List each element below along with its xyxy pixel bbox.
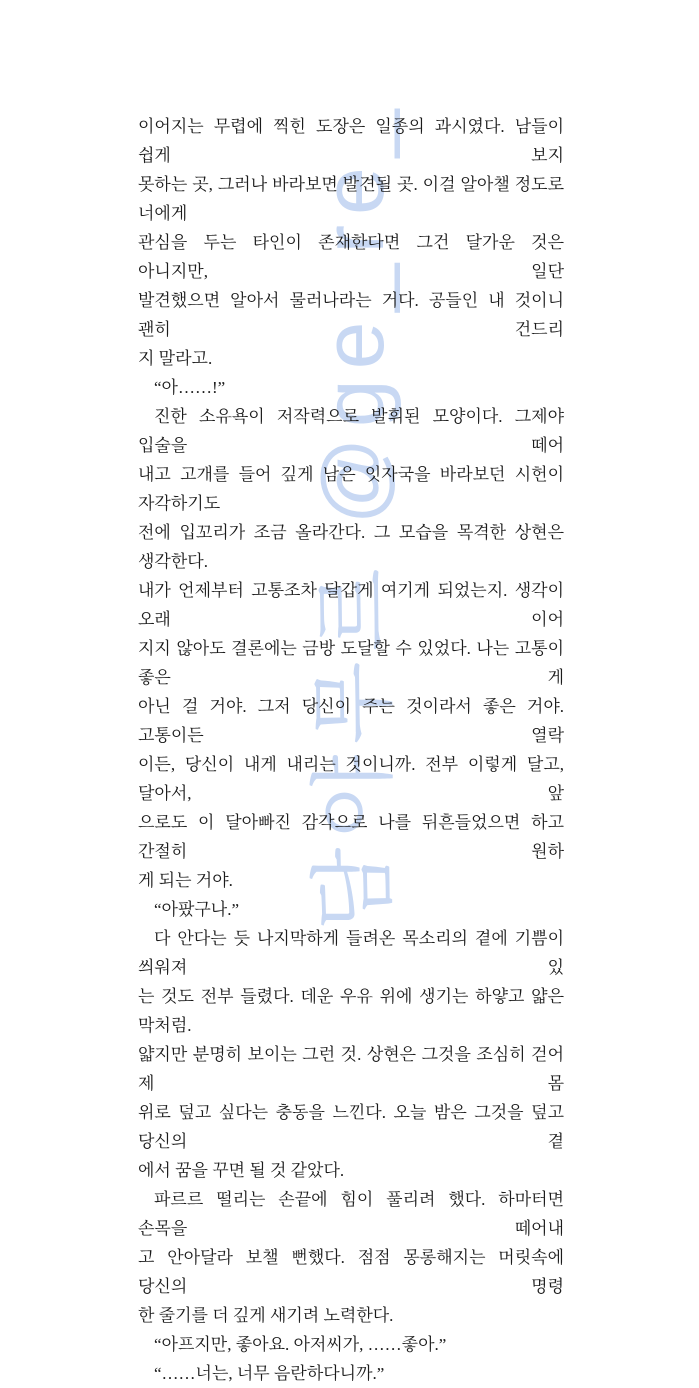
text-line: “아프지만, 좋아요. 아저씨가, ……좋아.”: [154, 1335, 447, 1354]
text-line: 는 것도 전부 들렸다. 데운 우유 위에 생기는 하얗고 얇은 막처럼.: [138, 987, 564, 1035]
text-line: 발견했으면 알아서 물러나라는 거다. 공들인 내 것이니 괜히 건드리: [138, 291, 564, 339]
text-line: 한 줄기를 더 깊게 새기려 노력한다.: [138, 1306, 394, 1325]
text-line: 에서 꿈을 꾸면 될 것 같았다.: [138, 1161, 345, 1180]
text-line: 지지 않아도 결론에는 금방 도달할 수 있었다. 나는 고통이 좋은 게: [138, 639, 564, 687]
text-line: 전에 입꼬리가 조금 올라간다. 그 모습을 목격한 상현은 생각한다.: [138, 523, 564, 571]
watermark: 담야무르 @ge_re_: [306, 99, 402, 931]
text-line: “아……!”: [154, 378, 226, 397]
text-line: “아팠구나.”: [154, 900, 240, 919]
text-line: 진한 소유욕이 저작력으로 발휘된 모양이다. 그제야 입술을 떼어: [138, 407, 564, 455]
text-line: 고 안아달라 보챌 뻔했다. 점점 몽롱해지는 머릿속에 당신의 명령: [138, 1248, 564, 1296]
text-line: 으로도 이 달아빠진 감각으로 나를 뒤흔들었으면 하고 간절히 원하: [138, 813, 564, 861]
text-line: 위로 덮고 싶다는 충동을 느낀다. 오늘 밤은 그것을 덮고 당신의 곁: [138, 1103, 564, 1151]
text-line: 아닌 걸 거야. 그저 당신이 주는 것이라서 좋은 거야. 고통이든 열락: [138, 697, 564, 745]
text-line: 파르르 떨리는 손끝에 힘이 풀리려 했다. 하마터면 손목을 떼어내: [138, 1190, 564, 1238]
text-line: 못하는 곳, 그러나 바라보면 발견될 곳. 이걸 알아챌 정도로 너에게: [138, 175, 564, 223]
text-block: [138, 112, 564, 1388]
text-line: 내고 고개를 들어 깊게 남은 잇자국을 바라보던 시헌이 자각하기도: [138, 465, 564, 513]
text-line: 지 말라고.: [138, 349, 213, 368]
text-line: 게 되는 거야.: [138, 871, 233, 890]
text-line: 이든, 당신이 내게 내리는 것이니까. 전부 이렇게 달고, 달아서, 앞: [138, 755, 564, 803]
text-line: 관심을 두는 타인이 존재한다면 그건 달가운 것은 아니지만, 일단: [138, 233, 564, 281]
text-line: “……너는, 너무 음란하다니까.”: [154, 1364, 385, 1383]
text-line: 이어지는 무렵에 찍힌 도장은 일종의 과시였다. 남들이 쉽게 보지: [138, 117, 564, 165]
text-line: 내가 언제부터 고통조차 달갑게 여기게 되었는지. 생각이 오래 이어: [138, 581, 564, 629]
text-line: 얇지만 분명히 보이는 그런 것. 상현은 그것을 조심히 걷어 제 몸: [138, 1045, 564, 1093]
text-line: 다 안다는 듯 나지막하게 들려온 목소리의 곁에 기쁨이 씌워져 있: [138, 929, 564, 977]
